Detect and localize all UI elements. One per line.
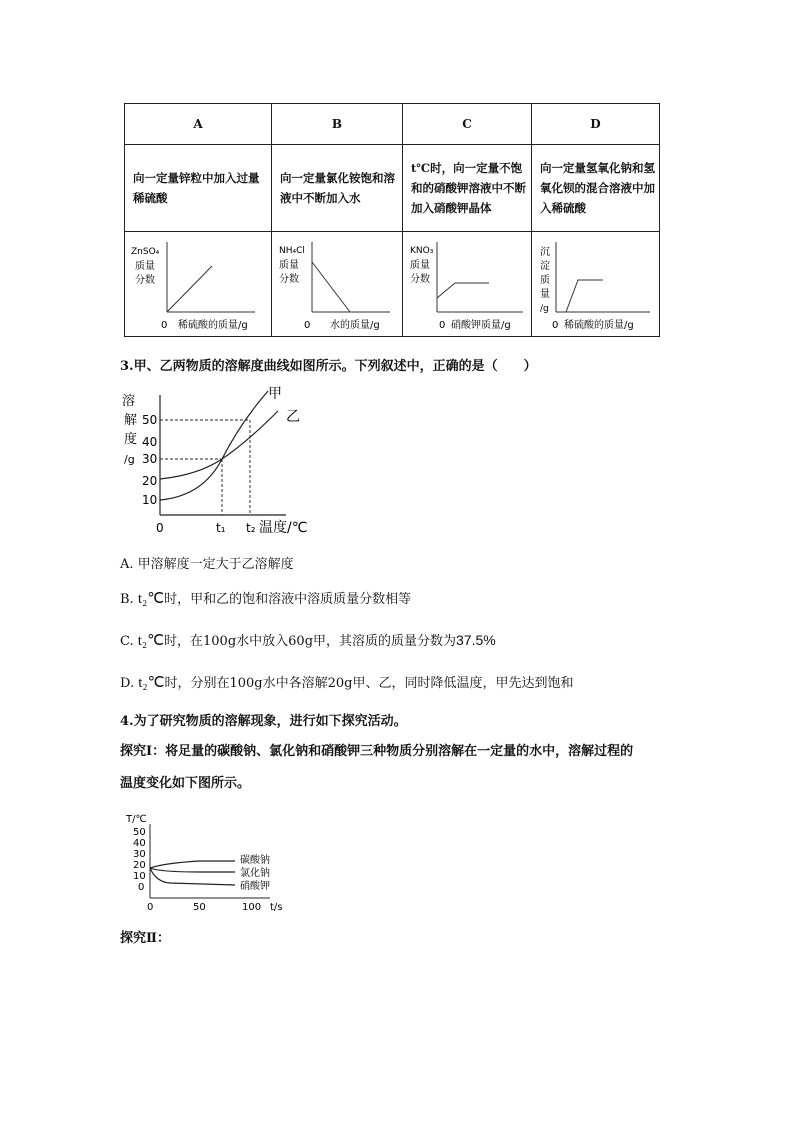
q4-ytick-50: 50 — [133, 827, 146, 838]
q4-ytick-30: 30 — [133, 849, 146, 860]
graph-d-ylabel-1: 沉 — [540, 247, 550, 258]
q3-label-jia: 甲 — [268, 386, 282, 402]
q3-option-b — [120, 588, 411, 608]
q4-explore1-line1: 探究Ⅰ：将足量的碳酸钠、氯化钠和硝酸钾三种物质分别溶解在一定量的水中，溶解过程的 — [120, 744, 634, 759]
graph-c-ylabel-1: KNO₃ — [410, 246, 434, 256]
q4-xtick-50: 50 — [193, 902, 206, 913]
q3-option-d-temp: t₂℃ — [138, 675, 165, 691]
q3-ylabel-3: 度 — [124, 432, 138, 447]
options-table — [124, 103, 660, 337]
graph-d-xlabel: 稀硫酸的质量/g — [564, 320, 634, 331]
q3-ytick-30: 30 — [142, 452, 158, 466]
q3-option-d-label: D. — [120, 676, 135, 691]
q3-ytick-10: 10 — [142, 493, 158, 507]
q4-label-na2co3: 碳酸钠 — [240, 855, 270, 866]
q3-ytick-50: 50 — [142, 413, 158, 427]
q3-stem: 3.甲、乙两物质的溶解度曲线如图所示。下列叙述中，正确的是（ ） — [120, 359, 537, 374]
graph-b — [272, 232, 402, 336]
header-d: D — [532, 104, 660, 145]
desc-a: 向一定量锌粒中加入过量稀硫酸 — [125, 145, 272, 232]
graph-a-cell — [125, 232, 272, 337]
q3-option-d — [120, 672, 573, 692]
graph-d-cell — [532, 232, 660, 337]
q3-ylabel-2: 解 — [124, 413, 138, 428]
q3-xlabel: 温度/℃ — [259, 520, 308, 536]
graph-a-xlabel: 稀硫酸的质量/g — [178, 320, 248, 331]
graph-a-origin: 0 — [161, 320, 168, 331]
graph-b-ylabel-3: 分数 — [279, 274, 299, 285]
graph-c-curve — [437, 283, 489, 298]
graph-c-ylabel-3: 分数 — [410, 274, 430, 285]
q3-option-a-text: 甲溶解度一定大于乙溶解度 — [137, 557, 294, 572]
graph-a-curve — [167, 266, 212, 312]
q3-label-yi: 乙 — [286, 409, 300, 425]
graph-b-xlabel: 水的质量/g — [330, 320, 380, 331]
graph-d-ylabel-2: 淀 — [540, 261, 550, 272]
q3-xtick-t1: t₁ — [216, 521, 226, 535]
graph-d-ylabel-3: 质 — [540, 275, 550, 286]
q4-explore1-line2: 温度变化如下图所示。 — [120, 776, 251, 791]
q3-ylabel-1: 溶 — [122, 394, 136, 409]
q3-option-b-temp: t₂℃ — [137, 591, 165, 607]
q4-ylabel: T/℃ — [126, 814, 147, 825]
q3-option-d-text: 时，分别在100g水中各溶解20g甲、乙，同时降低温度，甲先达到饱和 — [164, 676, 574, 691]
header-a: A — [125, 104, 272, 145]
q4-xtick-0: 0 — [147, 902, 154, 913]
graph-b-origin: 0 — [304, 320, 311, 331]
graph-d-ylabel-5: /g — [540, 304, 549, 314]
graph-d — [532, 232, 659, 336]
desc-d: 向一定量氢氧化钠和氢氧化钡的混合溶液中加入稀硫酸 — [532, 145, 660, 232]
graph-c-cell — [403, 232, 532, 337]
q4-ytick-0: 0 — [138, 882, 145, 893]
q3-option-c-temp: t₂℃ — [137, 633, 165, 649]
q4-xtick-100: 100 — [242, 902, 262, 913]
q4-temperature-graph — [120, 808, 300, 916]
graph-d-curve — [566, 280, 603, 312]
q4-label-kno3: 硝酸钾 — [240, 881, 270, 892]
q3-option-c-text: 时，在100g水中放入60g甲，其溶质的质量分数为 — [164, 634, 457, 649]
q4-curve-nacl — [150, 868, 235, 872]
graph-b-cell — [272, 232, 403, 337]
graph-d-origin: 0 — [552, 320, 559, 331]
header-b: B — [272, 104, 403, 145]
graph-a-ylabel-2: 质量 — [135, 261, 155, 272]
q4-label-nacl: 氯化钠 — [240, 868, 270, 879]
graph-b-ylabel-1: NH₄Cl — [279, 246, 305, 256]
q3-option-c — [120, 630, 496, 650]
q3-option-c-label: C. — [120, 634, 134, 649]
graph-c-xlabel: 硝酸钾质量/g — [451, 320, 511, 331]
q3-curve-yi — [160, 411, 278, 479]
q4-explore2: 探究Ⅱ： — [120, 931, 170, 946]
q4-curve-na2co3 — [150, 861, 235, 868]
graph-a-ylabel-1: ZnSO₄ — [131, 247, 160, 257]
q4-ytick-40: 40 — [133, 838, 146, 849]
q3-xtick-t2: t₂ — [246, 521, 256, 535]
graph-a-ylabel-3: 分数 — [135, 275, 155, 286]
q3-option-a-label: A. — [120, 557, 134, 572]
graph-c-ylabel-2: 质量 — [410, 260, 430, 271]
q3-option-c-value: 37.5% — [456, 632, 496, 648]
header-c: C — [403, 104, 532, 145]
q3-solubility-graph — [118, 383, 318, 539]
graph-b-curve — [312, 262, 350, 312]
graph-a — [125, 232, 271, 336]
graph-b-ylabel-2: 质量 — [279, 260, 299, 271]
graph-d-ylabel-4: 量 — [540, 289, 550, 300]
graph-c-origin: 0 — [439, 320, 446, 331]
q3-option-a — [120, 553, 294, 572]
desc-c: t℃时，向一定量不饱和的硝酸钾溶液中不断加入硝酸钾晶体 — [403, 145, 532, 232]
q4-ytick-20: 20 — [133, 860, 146, 871]
q4-ytick-10: 10 — [133, 871, 146, 882]
q3-curve-jia — [160, 391, 268, 500]
desc-b: 向一定量氯化铵饱和溶液中不断加入水 — [272, 145, 403, 232]
q4-xlabel: t/s — [270, 902, 283, 913]
q3-ytick-20: 20 — [142, 474, 158, 488]
graph-c — [403, 232, 531, 336]
q4-stem: 4.为了研究物质的溶解现象，进行如下探究活动。 — [120, 714, 407, 729]
q3-ytick-40: 40 — [142, 435, 158, 449]
q3-ylabel-4: /g — [124, 453, 135, 466]
q3-origin: 0 — [156, 521, 164, 535]
q3-option-b-label: B. — [120, 592, 134, 607]
q3-option-b-text: 时，甲和乙的饱和溶液中溶质质量分数相等 — [164, 592, 412, 607]
